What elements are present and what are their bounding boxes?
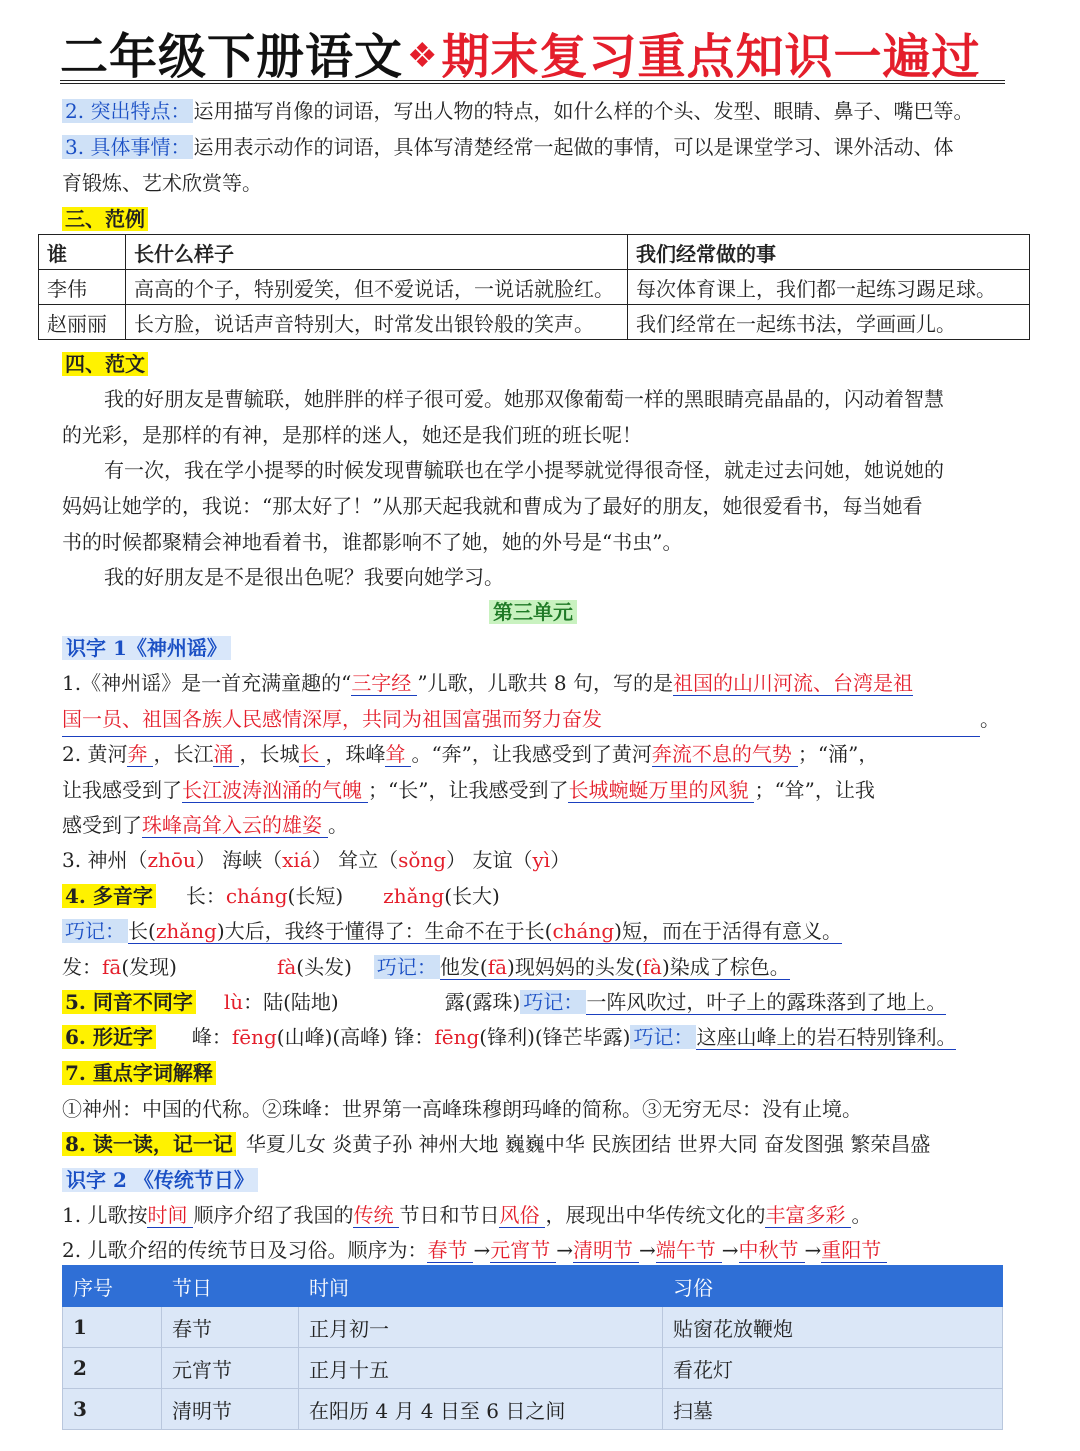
text-span: )大后，我终于懂得了：生命不在于长(	[216, 919, 553, 943]
text-span: 奔流不息的气势	[652, 742, 798, 767]
table-cell: 春节	[162, 1307, 299, 1348]
text-span: ”儿歌，儿歌共 8 句，写的是	[417, 671, 673, 695]
example-heading-text: 三、范例	[62, 207, 148, 231]
point-2-label: 2. 突出特点：	[62, 99, 193, 123]
lesson-1-q2-cont2	[62, 808, 348, 842]
text-span: cháng	[552, 919, 615, 943]
answer-blank: 三字经	[351, 671, 417, 696]
text-span: 风俗	[499, 1203, 545, 1228]
text-span: ） 海峡（	[195, 848, 283, 872]
table-header-cell: 长什么样子	[126, 235, 628, 270]
point-3-cont: 育锻炼、艺术欣赏等。	[62, 171, 262, 195]
text-span: ） 友谊（	[446, 848, 533, 872]
text-span: fà	[276, 955, 297, 979]
table-cell: 每次体育课上，我们都一起练习踢足球。	[628, 270, 1030, 305]
text-span: 时间	[147, 1203, 193, 1228]
lesson-1-q7-text: ①神州：中国的代称。②珠峰：世界第一高峰珠穆朗玛峰的简称。③无穷无尽：没有止境。	[62, 1097, 862, 1121]
title-red: 期末复习重点知识一遍过	[441, 29, 981, 85]
text-span: fā	[487, 955, 508, 979]
text-span: 他发(	[439, 955, 488, 979]
example-table	[38, 234, 1030, 340]
essay-line: 妈妈让她学的，我说：“那太好了！”从那天起我就和曹成为了最好的朋友，她很爱看书，每当她看	[62, 494, 923, 518]
text-span: cháng	[225, 884, 288, 908]
text-span: ，珠峰	[325, 742, 386, 766]
answer-blank: 国一员、祖国各族人民感情深厚，共同为祖国富强而努力奋发	[62, 702, 980, 737]
text-span: 露(露珠)	[444, 990, 521, 1014]
table-row	[39, 305, 1030, 340]
table-cell: 看花灯	[663, 1348, 1003, 1389]
table-cell: 在阳历 4 月 4 日至 6 日之间	[299, 1389, 663, 1430]
table-header-cell: 序号	[63, 1266, 162, 1307]
text-span: 中秋节	[739, 1238, 805, 1263]
lesson-1-q4-mnemonic	[62, 914, 842, 948]
text-span	[128, 919, 842, 944]
text-span: 元宵节	[490, 1238, 556, 1263]
text-span: 。	[980, 707, 1000, 731]
text-span: 长	[299, 742, 325, 767]
lesson-1-q4	[62, 879, 500, 913]
text-span: fā	[102, 955, 122, 979]
text-span: 3. 神州（	[62, 848, 148, 872]
text-span: 清明节	[573, 1238, 639, 1263]
table-cell: 贴窗花放鞭炮	[663, 1307, 1003, 1348]
text-span: 峰：	[191, 1025, 232, 1049]
text-span	[440, 955, 790, 980]
text-span: 发：	[62, 955, 102, 979]
table-cell: 长方脸，说话声音特别大，时常发出银铃般的笑声。	[126, 305, 628, 340]
text-span: zhǎng	[155, 919, 217, 943]
page-title	[60, 18, 1005, 84]
table-header-row	[63, 1266, 1003, 1307]
point-3-text: 运用表示动作的词语，具体写清楚经常一起做的事情，可以是课堂学习、课外活动、体	[193, 135, 954, 159]
text-span: 耸	[385, 742, 411, 767]
table-cell: 高高的个子，特别爱笑，但不爱说话，一说话就脸红。	[126, 270, 628, 305]
title-black: 二年级下册语文	[60, 29, 404, 85]
table-cell: 2	[63, 1348, 162, 1389]
table-cell: 正月十五	[299, 1348, 663, 1389]
text-span: ） 耸立（	[311, 848, 399, 872]
text-span: zhōu	[147, 848, 196, 872]
essay-line: 我的好朋友是不是很出色呢？我要向她学习。	[104, 565, 504, 589]
text-span: 涌	[213, 742, 239, 767]
text-span: 。	[328, 813, 348, 837]
text-span: 华夏儿女 炎黄子孙 神州大地 巍巍中华 民族团结 世界大同 奋发图强 繁荣昌盛	[245, 1132, 931, 1156]
q5-label: 5. 同音不同字	[62, 990, 196, 1014]
mnemonic-tag: 巧记：	[630, 1025, 696, 1049]
text-span: →	[804, 1238, 822, 1262]
text-span: 长(	[128, 919, 156, 943]
table-cell: 清明节	[162, 1389, 299, 1430]
text-span: 。“奔”，让我感受到了黄河	[411, 742, 652, 766]
mnemonic-tag: 巧记：	[374, 955, 440, 979]
text-span: 重阳节	[821, 1238, 887, 1263]
lesson-1-q4-fa	[62, 950, 790, 984]
q4-label: 4. 多音字	[62, 884, 156, 908]
text-span: 2. 儿歌介绍的传统节日及习俗。顺序为：	[62, 1238, 428, 1262]
text-span: →	[556, 1238, 573, 1262]
text-span: )短，而在于活得有意义。	[614, 919, 842, 943]
table-cell: 扫墓	[663, 1389, 1003, 1430]
mnemonic-tag: 巧记：	[62, 919, 128, 943]
text-span: fēng	[231, 1025, 277, 1049]
essay-line: 我的好朋友是曹毓联，她胖胖的样子很可爱。她那双像葡萄一样的黑眼睛亮晶晶的，闪动着智慧	[104, 387, 944, 411]
text-span: 长江波涛汹涌的气魄	[182, 778, 368, 803]
lesson-1-heading	[62, 631, 231, 665]
table-row	[63, 1307, 1003, 1348]
table-cell: 1	[63, 1307, 162, 1348]
text-span: sǒng	[398, 848, 447, 872]
text-span: fà	[642, 955, 662, 979]
text-span: 感受到了	[62, 813, 142, 837]
text-span: 珠峰高耸入云的雄姿	[142, 813, 328, 838]
text-span: 1.《神州谣》是一首充满童趣的“	[62, 671, 352, 695]
text-span: ，长江	[153, 742, 214, 766]
text-span: 1. 儿歌按	[62, 1203, 148, 1227]
festival-table	[62, 1265, 1003, 1430]
text-span: lù	[223, 990, 244, 1014]
lesson-1-q8	[62, 1127, 930, 1161]
text-span: (头发)	[296, 955, 352, 979]
mnemonic-tag: 巧记：	[520, 990, 586, 1014]
table-cell: 李伟	[39, 270, 126, 305]
text-span: 传统	[353, 1203, 399, 1228]
table-header-cell: 节日	[162, 1266, 299, 1307]
point-3-label: 3. 具体事情：	[62, 135, 193, 159]
section-example-heading	[62, 202, 148, 236]
text-span: →	[638, 1238, 656, 1262]
unit-title	[489, 595, 577, 629]
text-span: 端午节	[656, 1238, 722, 1263]
point-3	[62, 130, 953, 164]
answer-blank: 祖国的山川河流、台湾是祖	[672, 671, 913, 695]
text-span: (长大)	[444, 884, 500, 908]
point-2	[62, 94, 973, 128]
text-span: )现妈妈的头发(	[507, 955, 643, 979]
lesson-1-q1	[62, 666, 913, 700]
text-span: 让我感受到了	[62, 778, 182, 802]
text-span: (长短)	[287, 884, 344, 908]
lesson-1-title: 识字 1《神州谣》	[62, 636, 231, 660]
table-header-row	[39, 235, 1030, 270]
text-span: ，长城	[239, 742, 300, 766]
lesson-1-q5	[62, 985, 946, 1019]
lesson-1-q7-heading	[62, 1056, 216, 1090]
text-span: 长：	[185, 884, 226, 908]
table-cell: 元宵节	[162, 1348, 299, 1389]
text-span: (锋利)(锋芒毕露)	[479, 1025, 631, 1049]
table-header-cell: 时间	[299, 1266, 663, 1307]
q6-label: 6. 形近字	[62, 1025, 156, 1049]
table-row	[39, 270, 1030, 305]
section-essay-heading	[62, 347, 148, 381]
text-span: 丰富多彩	[765, 1203, 851, 1228]
unit-title-text: 第三单元	[489, 600, 577, 624]
lesson-2-title: 识字 2 《传统节日》	[62, 1168, 258, 1192]
lesson-1-q2-cont	[62, 773, 875, 807]
text-span: 奔	[127, 742, 153, 767]
text-span: ）	[550, 848, 571, 872]
q8-label: 8. 读一读，记一记	[62, 1132, 236, 1156]
essay-line: 有一次，我在学小提琴的时候发现曹毓联也在学小提琴就觉得很奇怪，就走过去问她，她说她的	[104, 458, 944, 482]
lesson-1-q6	[62, 1020, 956, 1054]
text-span: (发现)	[121, 955, 177, 979]
text-span: 长城蜿蜒万里的风貌	[568, 778, 754, 803]
text-span: 节日和节日	[399, 1203, 500, 1227]
text-span: yì	[532, 848, 551, 872]
lesson-1-q2	[62, 737, 878, 771]
text-span: ；“耸”，让我	[754, 778, 875, 802]
text-span: )染成了棕色。	[661, 955, 790, 979]
q7-label: 7. 重点字词解释	[62, 1061, 216, 1085]
lesson-2-heading	[62, 1163, 258, 1197]
text-span: fēng	[434, 1025, 480, 1049]
text-span: →	[473, 1238, 491, 1262]
text-span: 春节	[427, 1238, 473, 1263]
table-cell: 3	[63, 1389, 162, 1430]
table-header-cell: 习俗	[663, 1266, 1003, 1307]
lesson-2-q1	[62, 1198, 871, 1232]
table-cell: 我们经常在一起练书法，学画画儿。	[628, 305, 1030, 340]
text-span: ；“长”，让我感受到了	[368, 778, 569, 802]
table-header-cell: 我们经常做的事	[628, 235, 1030, 270]
lesson-2-q2	[62, 1233, 887, 1267]
text-span: (山峰)(高峰) 锋：	[276, 1025, 435, 1049]
lesson-1-q1-cont	[62, 702, 1000, 737]
point-2-text: 运用描写肖像的词语，写出人物的特点，如什么样的个头、发型、眼睛、鼻子、嘴巴等。	[193, 99, 974, 123]
table-row	[63, 1389, 1003, 1430]
text-span: ，展现出中华传统文化的	[545, 1203, 766, 1227]
lesson-1-q3	[62, 843, 570, 877]
essay-heading-text: 四、范文	[62, 352, 148, 376]
diamond-icon: ❖	[407, 36, 438, 76]
table-row	[63, 1348, 1003, 1389]
text-span: →	[721, 1238, 739, 1262]
text-span: 这座山峰上的岩石特别锋利。	[696, 1025, 957, 1049]
table-header-cell: 谁	[39, 235, 126, 270]
text-span: 2. 黄河	[62, 742, 128, 766]
text-span: ；“涌”，	[797, 742, 879, 766]
text-span: zhǎng	[383, 884, 445, 908]
text-span: 。	[851, 1203, 872, 1227]
essay-line: 的光彩，是那样的有神，是那样的迷人，她还是我们班的班长呢！	[62, 423, 642, 447]
text-span: xiá	[282, 848, 312, 872]
table-cell: 赵丽丽	[39, 305, 126, 340]
essay-line: 书的时候都聚精会神地看着书，谁都影响不了她，她的外号是“书虫”。	[62, 530, 683, 554]
text-span: 顺序介绍了我国的	[193, 1203, 354, 1227]
text-span: ：陆(陆地)	[243, 990, 339, 1014]
text-span: 一阵风吹过，叶子上的露珠落到了地上。	[586, 990, 947, 1014]
table-cell: 正月初一	[299, 1307, 663, 1348]
